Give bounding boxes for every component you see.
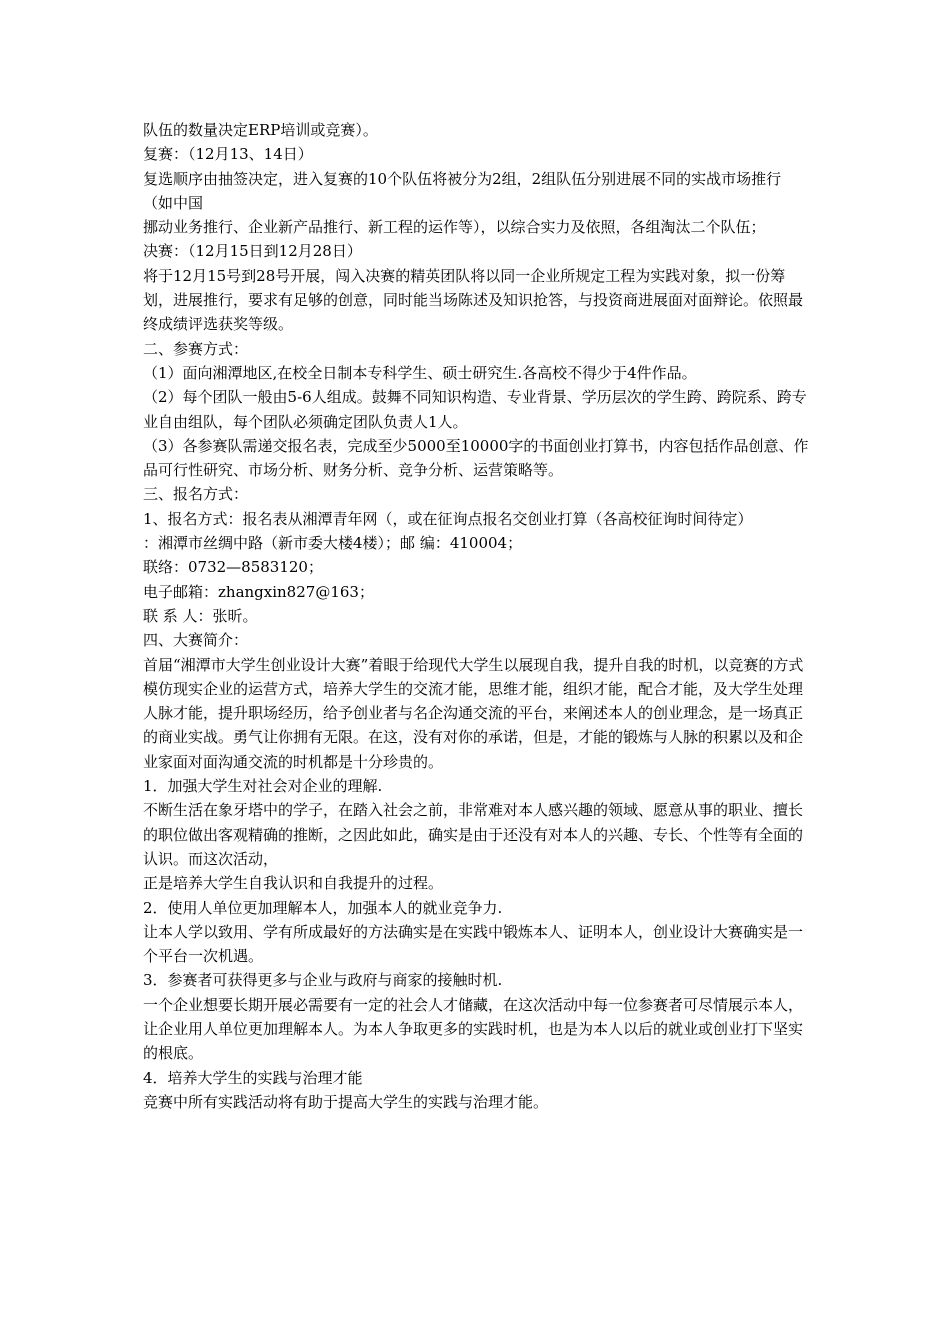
- paragraph: 1、报名方式：报名表从湘潭青年网（，或在征询点报名交创业打算（各高校征询时间待定）: [143, 509, 753, 528]
- section-heading: 复赛：（12月13、14日）: [143, 145, 313, 164]
- paragraph: 首届“湘潭市大学生创业设计大赛”着眼于给现代大学生以展现自我，提升自我的时机，以竞赛的方式模仿现实企业的运营方式，培养大学生的交流才能，思维才能，组织才能，配合才能，及大学生处理人脉才能，提升职场经历，给予创业者与名企沟通交流的平台，来阐述本人的创业理念，是一场真正的商业实战。勇气让你拥有无限。在这，没有对你的承诺，但是，才能的锻炼与人脉的积累以及和企业家面对面沟通交流的时机都是十分珍贵的。: [143, 655, 804, 771]
- section-heading: 二、参赛方式：: [143, 339, 249, 358]
- list-item: （1）面向湘潭地区,在校全日制本专科学生、硕士研究生.各高校不得少于4件作品。: [143, 363, 697, 382]
- section-heading: 三、报名方式：: [143, 485, 249, 504]
- paragraph: 一个企业想要长期开展必需要有一定的社会人才储藏，在这次活动中每一位参赛者可尽情展示本人，让企业用人单位更加理解本人。为本人争取更多的实践时机，也是为本人以后的就业或创业打下坚实的根底。: [143, 995, 804, 1063]
- subheading: 2．使用人单位更加理解本人，加强本人的就业竞争力.: [143, 898, 503, 917]
- address-line: ：湘潭市丝绸中路（新市委大楼4楼）；邮 编：410004；: [143, 534, 523, 553]
- paragraph: 将于12月15号到28号开展，闯入决赛的精英团队将以同一企业所规定工程为实践对象，拟一份筹划，进展推行，要求有足够的创意，同时能当场陈述及知识抢答，与投资商进展面对面辩论。依照最终成绩评选获奖等级。: [143, 266, 804, 334]
- paragraph: 让本人学以致用、学有所成最好的方法确实是在实践中锻炼本人、证明本人，创业设计大赛确实是一个平台一次机遇。: [143, 922, 804, 966]
- paragraph: 复选顺序由抽签决定，进入复赛的10个队伍将被分为2组，2组队伍分别进展不同的实战市场推行（如中国: [143, 169, 782, 212]
- paragraph: 不断生活在象牙塔中的学子，在踏入社会之前，非常难对本人感兴趣的领域、愿意从事的职业、擅长的职位做出客观精确的推断，之因此如此，确实是由于还没有对本人的兴趣、专长、个性等有全面的认识。而这次活动，: [143, 801, 804, 868]
- section-heading: 决赛：（12月15日到12月28日）: [143, 242, 362, 261]
- list-item: （3）各参赛队需递交报名表，完成至少5000至10000字的书面创业打算书，内容包括作品创意、作品可行性研究、市场分析、财务分析、竞争分析、运营策略等。: [143, 436, 809, 480]
- subheading: 1．加强大学生对社会对企业的理解.: [143, 777, 383, 796]
- subheading: 4．培养大学生的实践与治理才能: [143, 1068, 363, 1087]
- paragraph: 挪动业务推行、企业新产品推行、新工程的运作等），以综合实力及依照，各组淘汰二个队伍；: [143, 218, 766, 237]
- email-line: 电子邮箱：zhangxin827@163；: [143, 582, 374, 601]
- contact-person-line: 联 系 人：张昕。: [143, 606, 258, 625]
- list-item: （2）每个团队一般由5-6人组成。鼓舞不同知识构造、专业背景、学历层次的学生跨、跨院系、跨专业自由组队，每个团队必须确定团队负责人1人。: [143, 388, 807, 431]
- paragraph: 队伍的数量决定ERP培训或竞赛）。: [143, 121, 378, 139]
- subheading: 3．参赛者可获得更多与企业与政府与商家的接触时机.: [143, 971, 503, 990]
- paragraph: 正是培养大学生自我认识和自我提升的过程。: [143, 874, 444, 893]
- section-heading: 四、大赛简介：: [143, 631, 249, 650]
- document-page: [143, 118, 811, 1114]
- phone-line: 联络：0732—8583120；: [143, 558, 323, 577]
- paragraph: 竞赛中所有实践活动将有助于提高大学生的实践与治理才能。: [143, 1092, 549, 1111]
